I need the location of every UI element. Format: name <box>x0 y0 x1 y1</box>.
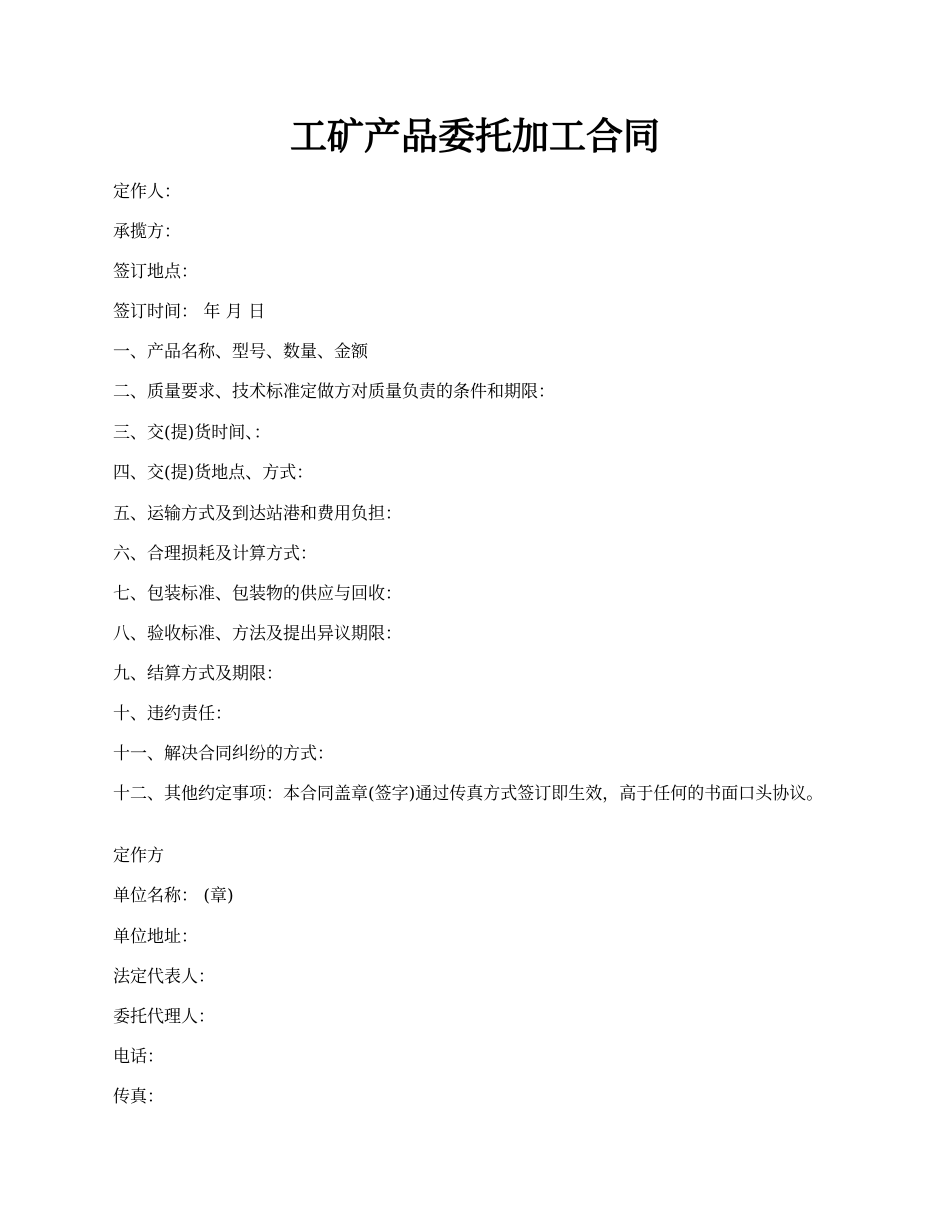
clause-12: 十二、其他约定事项：本合同盖章(签字)通过传真方式签订即生效，高于任何的书面口头协议。 <box>113 784 824 804</box>
field-phone: 电话： <box>113 1047 164 1067</box>
clause-2: 二、质量要求、技术标准定做方对质量负责的条件和期限： <box>113 382 555 402</box>
clause-4: 四、交(提)货地点、方式： <box>113 463 314 483</box>
field-company-address: 单位地址： <box>113 927 198 947</box>
clause-3: 三、交(提)货时间、： <box>113 423 271 443</box>
section-orderer: 定作方 <box>113 846 164 866</box>
clause-8: 八、验收标准、方法及提出异议期限： <box>113 624 402 644</box>
field-signing-place: 签订地点： <box>113 262 198 282</box>
document-title: 工矿产品委托加工合同 <box>290 114 660 158</box>
field-company-name: 单位名称： (章) <box>113 886 234 906</box>
field-legal-representative: 法定代表人： <box>113 967 215 987</box>
clause-1: 一、产品名称、型号、数量、金额 <box>113 342 368 362</box>
clause-6: 六、合理损耗及计算方式： <box>113 544 317 564</box>
clause-10: 十、违约责任： <box>113 704 232 724</box>
clause-11: 十一、解决合同纠纷的方式： <box>113 744 334 764</box>
clause-5: 五、运输方式及到达站港和费用负担： <box>113 504 402 524</box>
clause-7: 七、包装标准、包装物的供应与回收： <box>113 584 402 604</box>
field-fax: 传真： <box>113 1087 164 1107</box>
field-signing-time: 签订时间： 年 月 日 <box>113 302 266 322</box>
field-orderer: 定作人： <box>113 182 181 202</box>
field-authorized-agent: 委托代理人： <box>113 1007 215 1027</box>
clause-9: 九、结算方式及期限： <box>113 664 283 684</box>
field-contractor: 承揽方： <box>113 222 181 242</box>
